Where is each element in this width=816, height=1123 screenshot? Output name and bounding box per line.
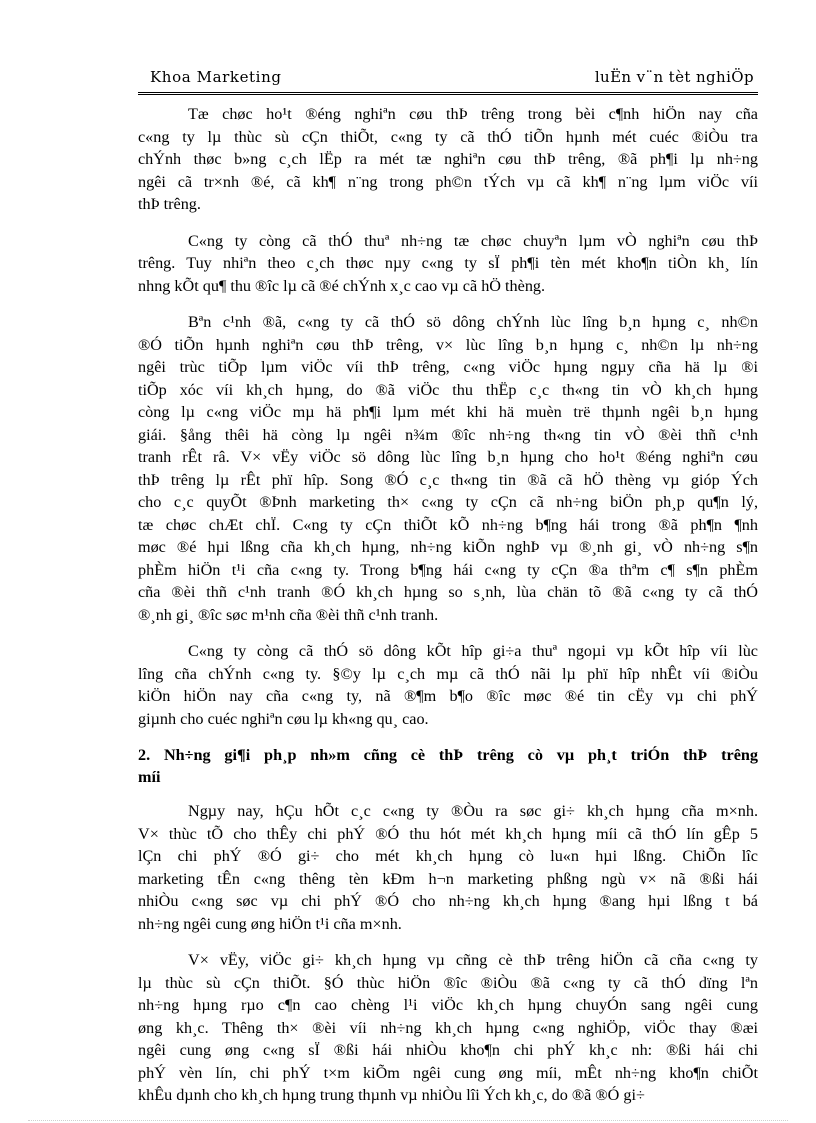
paragraph <box>138 103 758 216</box>
text-line: giái. §ång thêi hä còng lµ ngêi n¾m ®îc nh÷ng th«ng tin vÒ ®èi thñ c¹nh <box>138 425 758 444</box>
text-line: thÞ trêng. <box>138 195 201 213</box>
paragraph <box>138 800 758 935</box>
text-line: c«ng ty lµ thùc sù cÇn thiÕt, c«ng ty cã thÓ tiÕn hµnh mét cuéc ®iÒu tra <box>138 127 758 146</box>
text-line: trêng. Tuy nhiªn theo c¸ch thøc nµy c«ng ty sÏ ph¶i tèn mét kho¶n tiÒn kh¸ lín <box>138 254 758 272</box>
text-line: V× vËy, viÖc gi÷ kh¸ch hµng vµ cñng cè thÞ trêng hiÖn cã cña c«ng ty <box>188 951 758 969</box>
paragraph <box>138 640 758 730</box>
text-line: phÝ vèn lín, chi phÝ t×m kiÕm ngêi cung øng míi, mÊt nh÷ng kho¶n chiÕt <box>138 1063 758 1082</box>
text-line: lîng cña chÝnh c«ng ty. §©y lµ c¸ch mµ cã thÓ nãi lµ phï hîp nhÊt víi ®iÒu <box>138 664 758 683</box>
text-line: phÈm hiÖn t¹i cña c«ng ty. Trong b¶ng hái c«ng ty cÇn ®a thªm c¶ s¶n phÈm <box>138 560 758 579</box>
text-line: còng lµ c«ng viÖc mµ hä ph¶i lµm mét khi hä muèn trë thµnh ngêi b¸n hµng <box>138 403 758 421</box>
text-line: ngêi cã tr×nh ®é, cã kh¶ n¨ng trong ph©n tÝch vµ cã kh¶ n¨ng lµm viÖc víi <box>138 172 758 191</box>
text-line: nhng kÕt qu¶ thu ®îc lµ cã ®é chÝnh x¸c cao vµ cã hÖ thèng. <box>138 276 546 295</box>
text-line: lµ thùc sù cÇn thiÕt. §Ó thùc hiÖn ®îc ®iÒu ®ã c«ng ty cã thÓ dïng lªn <box>138 973 758 992</box>
text-line: nhiÒu c«ng søc vµ chi phÝ ®Ó cho nh÷ng kh¸ch hµng ®ang hµi lßng t bá <box>138 892 758 910</box>
text-line: tæ chøc chÆt chÏ. C«ng ty cÇn thiÕt kÕ nh÷ng b¶ng hái trong ®ã ph¶n ¶nh <box>138 515 758 534</box>
text-line: míi <box>138 768 161 786</box>
text-line: tiÕp xóc víi kh¸ch hµng, do ®ã viÖc thu thËp c¸c th«ng tin vÒ kh¸ch hµng <box>138 380 758 399</box>
text-line: øng kh¸c. Thêng th× ®èi víi nh÷ng kh¸ch hµng c«ng nghiÖp, viÖc thay ®æi <box>138 1018 758 1037</box>
text-line: thÞ trêng lµ rÊt phï hîp. Song ®Ó c¸c th«ng tin ®ã cã hÖ thèng vµ gióp Ých <box>138 470 758 489</box>
text-line: marketing tÊn c«ng thêng tèn kÐm h¬n marketing phßng ngù v× nã ®ßi hái <box>138 869 758 888</box>
text-line: V× thùc tÕ cho thÊy chi phÝ ®Ó thu hót mét kh¸ch hµng míi cã thÓ lín gÊp 5 <box>138 824 758 843</box>
header-faculty: Khoa Marketing <box>150 68 282 86</box>
text-line: Ngµy nay, hÇu hÕt c¸c c«ng ty ®Òu ra søc gi÷ kh¸ch hµng cña m×nh. <box>188 802 758 820</box>
text-line: khÊu dµnh cho kh¸ch hµng trung thµnh vµ nhiÒu lîi Ých kh¸c, do ®ã ®Ó gi÷ <box>138 1086 645 1104</box>
text-line: nh÷ng ngêi cung øng hiÖn t¹i cña m×nh. <box>138 914 402 933</box>
text-line: chÝnh thøc b»ng c¸ch lËp ra mét tæ nghiªn cøu thÞ trêng, ®ã ph¶i lµ nh÷ng <box>138 150 758 168</box>
paragraph <box>138 949 758 1107</box>
text-line: møc ®é hµi lßng cña kh¸ch hµng, nh÷ng kiÕn nghÞ vµ ®¸nh gi¸ vÒ nh÷ng s¶n <box>138 538 758 556</box>
text-line: Tæ chøc ho¹t ®éng nghiªn cøu thÞ trêng trong bèi c¶nh hiÖn nay cña <box>188 105 758 123</box>
text-line: 2. Nh÷ng gi¶i ph¸p nh»m cñng cè thÞ trêng cò vµ ph¸t triÓn thÞ trêng <box>138 746 758 764</box>
text-line: nh÷ng hµng rµo c¶n cao chèng l¹i viÖc kh¸ch hµng chuyÓn sang ngêi cung <box>138 996 758 1014</box>
page-bottom-rule <box>28 1120 788 1121</box>
document-body <box>138 103 758 1121</box>
page-header <box>138 64 758 95</box>
text-line: C«ng ty còng cã thÓ thuª nh÷ng tæ chøc chuyªn lµm vÒ nghiªn cøu thÞ <box>188 231 758 250</box>
text-line: ®Ó tiÕn hµnh nghiªn cøu thÞ trêng, v× lùc lîng b¸n hµng c¸ nh©n lµ nh÷ng <box>138 335 758 354</box>
paragraph <box>138 311 758 626</box>
header-thesis-label: luËn v¨n tèt nghiÖp <box>594 68 754 86</box>
text-line: cña ®èi thñ c¹nh tranh ®Ó kh¸ch hµng so s¸nh, lùa chän tõ ®ã c«ng ty cã thÓ <box>138 583 758 601</box>
text-line: tranh rÊt râ. V× vËy viÖc sö dông lùc lîng b¸n hµng cho ho¹t ®éng nghiªn cøu <box>138 448 758 466</box>
text-line: lÇn chi phÝ ®Ó gi÷ cho mét kh¸ch hµng cò lu«n hµi lßng. ChiÕn lîc <box>138 847 758 865</box>
text-line: Bªn c¹nh ®ã, c«ng ty cã thÓ sö dông chÝnh lùc lîng b¸n hµng c¸ nh©n <box>188 313 758 331</box>
text-line: kiÖn hiÖn nay cña c«ng ty, nã ®¶m b¶o ®îc møc ®é tin cËy vµ chi phÝ <box>138 687 758 705</box>
text-line: ngêi cung øng c«ng sÏ ®ßi hái nhiÒu kho¶n chi phÝ kh¸c nh: ®ßi hái chi <box>138 1041 758 1059</box>
paragraph <box>138 230 758 298</box>
text-line: ®¸nh gi¸ ®îc søc m¹nh cña ®èi thñ c¹nh tranh. <box>138 605 439 624</box>
text-line: giµnh cho cuéc nghiªn cøu lµ kh«ng qu¸ cao. <box>138 709 429 728</box>
text-line: ngêi trùc tiÕp lµm viÖc víi thÞ trêng, c«ng viÖc hµng ngµy cña hä lµ ®i <box>138 358 758 376</box>
text-line: C«ng ty còng cã thÓ sö dông kÕt hîp gi÷a thuª ngoµi vµ kÕt hîp víi lùc <box>188 642 758 660</box>
section-heading <box>138 744 758 788</box>
text-line: cho c¸c quyÕt ®Þnh marketing th× c«ng ty cÇn cã nh÷ng biÖn ph¸p qu¶n lý, <box>138 493 758 511</box>
